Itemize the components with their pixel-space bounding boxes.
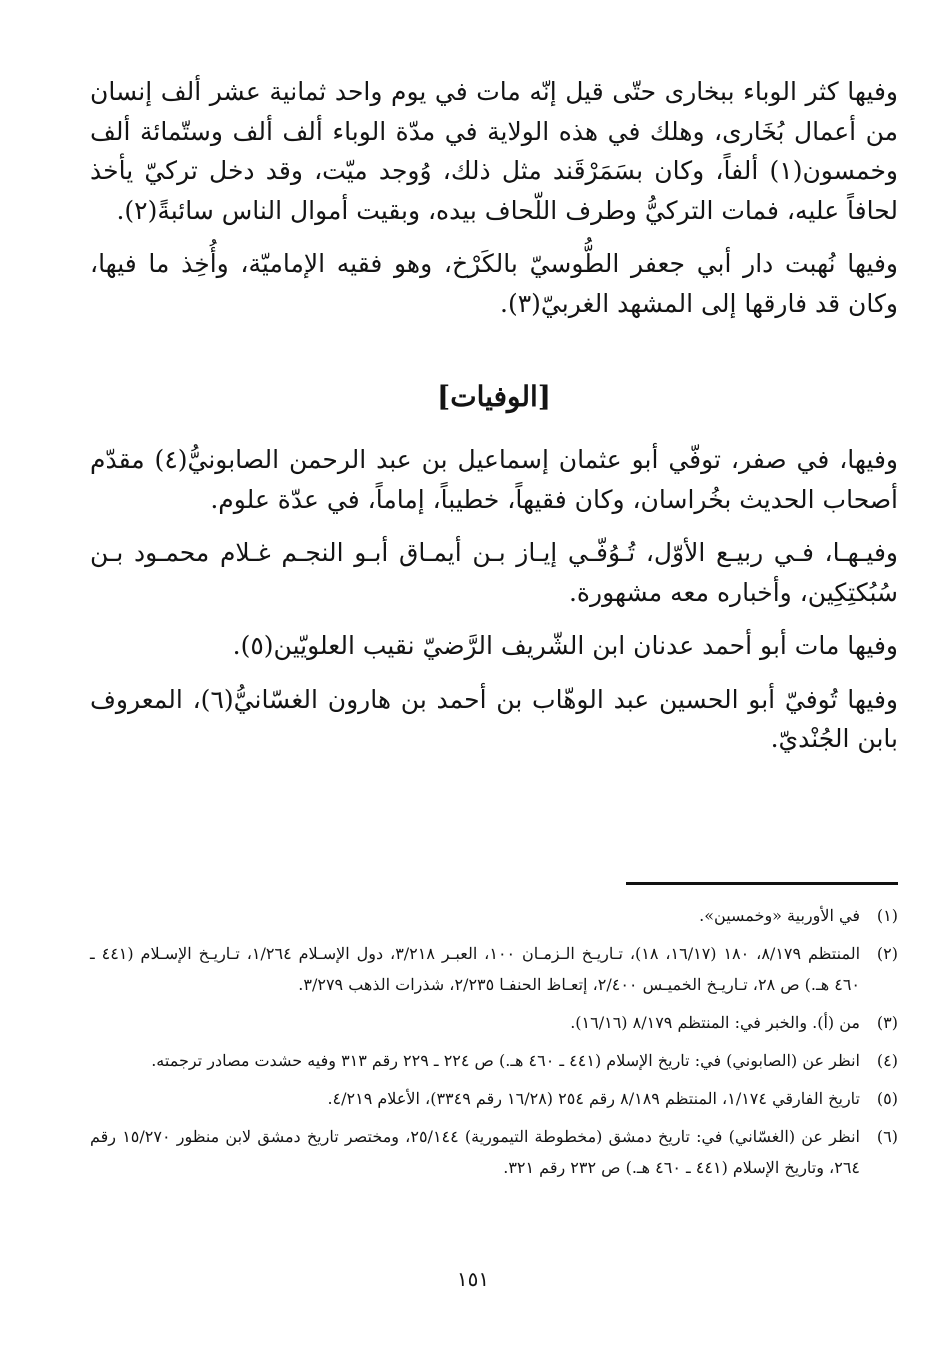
paragraph-ayaz: وفيـهـا، فـي ربيـع الأوّل، تُـوُفّـي إيـاز بـن أيمـاق أبـو النجـم غـلام محمـود بـن سُبُكتِكِين، وأخباره معه مشهورة. bbox=[90, 538, 898, 607]
footnote-text: انظر عن (الصابوني) في: تاريخ الإسلام (٤٤١ ـ ٤٦٠ هـ.) ص ٢٢٤ ـ ٢٢٩ رقم ٣١٣ وفيه حشدت مصادر ترجمته. bbox=[151, 1051, 860, 1070]
body-text-deaths bbox=[90, 440, 898, 759]
footnote-number: (٤) bbox=[876, 1051, 898, 1070]
paragraph-adnan: وفيها مات أبو أحمد عدنان ابن الشّريف الرَّضيّ نقيب العلويّين(٥). bbox=[232, 631, 898, 660]
footnote-number: (٥) bbox=[876, 1089, 898, 1108]
paragraph-tusi-house: وفيها نُهبت دار أبي جعفر الطُّوسيّ بالكَرْخ، وهو فقيه الإماميّة، وأُخِذ ما فيها، وكان قد فارقها إلى المشهد الغربيّ(٣). bbox=[90, 249, 898, 318]
paragraph-sabuni: وفيها، في صفر، توفّي أبو عثمان إسماعيل بن عبد الرحمن الصابونيُّ(٤) مقدّم أصحاب الحديث بخُراسان، وكان فقيهاً، خطيباً، إماماً، في عدّة علوم. bbox=[90, 445, 898, 514]
footnote-text: من (أ). والخبر في: المنتظم ٨/١٧٩ (١٦/١٦). bbox=[570, 1013, 860, 1032]
footnotes bbox=[90, 900, 898, 1190]
footnote-divider bbox=[626, 882, 898, 885]
footnote-text: المنتظم ٨/١٧٩، ١٨٠ (١٦/١٧، ١٨)، تـاريـخ الـزمـان ١٠٠، العبـر ٣/٢١٨، دول الإسـلام ١/٢٦٤، تـاريـخ الإسـلام (٤٤١ ـ ٤٦٠ هـ.) ص ٢٨، تـاريـخ الخميـس ٢/٤٠٠، إتعـاظ الحنفـا ٢/٢٣٥، شذرات الذهب ٣/٢٧٩. bbox=[90, 944, 861, 994]
footnote bbox=[90, 1083, 898, 1114]
section-heading: [الوفيات] bbox=[437, 380, 551, 413]
footnote-text: انظر عن (الغسّاني) في: تاريخ دمشق (مخطوطة التيمورية) ٢٥/١٤٤، ومختصر تاريخ دمشق لابن منظور ١٥/٢٧٠ رقم ٢٦٤، وتاريخ الإسلام (٤٤١ ـ ٤٦٠ هـ.) ص ٢٣٢ رقم ٣٢١. bbox=[90, 1127, 861, 1177]
body-text-top bbox=[90, 72, 898, 323]
paragraph-plague: وفيها كثر الوباء ببخارى حتّى قيل إنّه مات في يوم واحد ثمانية عشر ألف إنسان من أعمال بُخَارى، وهلك في هذه الولاية في مدّة الوباء ألف ألف وستّمائة ألف وخمسون(١) ألفاً، وكان بسَمَرْقَند مثل ذلك، وُوجد ميّت، وقد دخل تركيّ يأخذ لحافاً عليه، فمات التركيُّ وطرف اللّحاف بيده، وبقيت أموال الناس سائبةً(٢). bbox=[90, 77, 898, 225]
footnote-number: (١) bbox=[876, 906, 898, 925]
footnote bbox=[90, 938, 898, 1000]
footnote-number: (٢) bbox=[876, 944, 898, 963]
footnote bbox=[90, 900, 898, 931]
footnote-text: في الأوربية «وخمسين». bbox=[699, 906, 860, 925]
paragraph-ghassani: وفيها تُوفيّ أبو الحسين عبد الوهّاب بن أحمد بن هارون الغسّانيُّ(٦)، المعروف بابن الجُنْديّ. bbox=[90, 684, 898, 753]
footnote bbox=[90, 1121, 898, 1183]
footnote-number: (٦) bbox=[876, 1127, 898, 1146]
page-number: ١٥١ bbox=[456, 1267, 490, 1291]
footnote bbox=[90, 1007, 898, 1038]
footnote-number: (٣) bbox=[876, 1013, 898, 1032]
footnote-text: تاريخ الفارقي ١/١٧٤، المنتظم ٨/١٨٩ رقم ٢٥٤ (١٦/٢٨ رقم ٣٣٤٩)، الأعلام ٤/٢١٩. bbox=[327, 1089, 860, 1108]
footnote bbox=[90, 1045, 898, 1076]
